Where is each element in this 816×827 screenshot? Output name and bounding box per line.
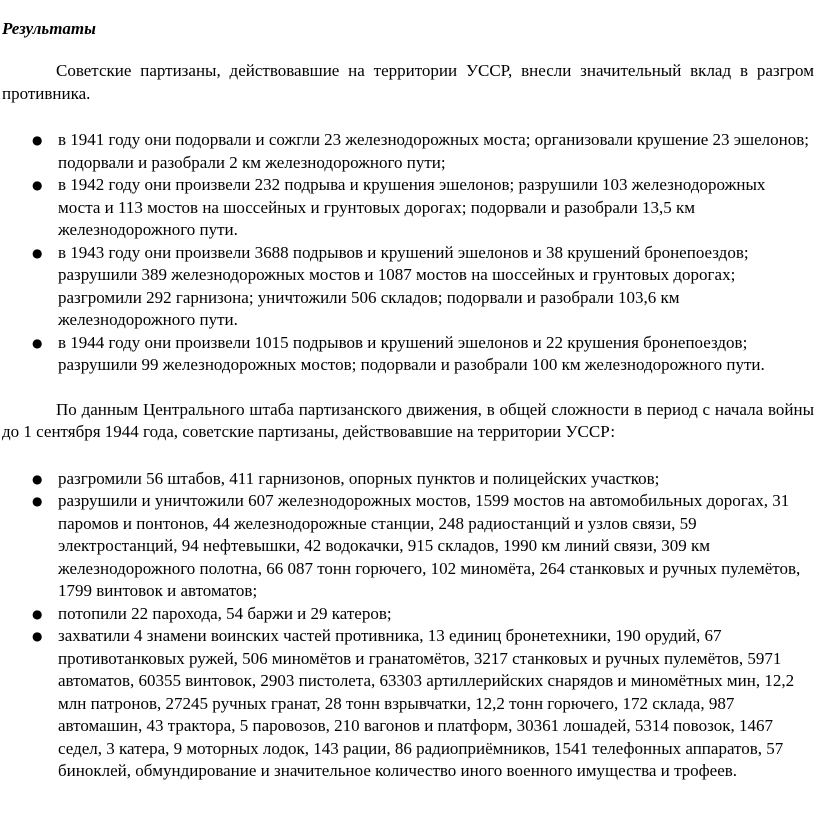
list-item (2, 625, 814, 783)
list-item (2, 129, 814, 174)
bullet-icon: ● (32, 335, 43, 350)
list-item-text: захватили 4 знамени воинских частей противника, 13 единиц бронетехники, 190 орудий, 67 противотанковых ружей, 506 миномётов и гранатомётов, 3217 станковых и ручных пулемётов, 5971 автоматов, 60355 винтовок, 2903 пистолета, 63303 артиллерийских снарядов и миномётных мин, 12,2 млн патронов, 27245 ручных гранат, 28 тонн взрывчатки, 12,2 тонн горючего, 172 склада, 987 автомашин, 43 трактора, 5 паровозов, 210 вагонов и платформ, 30361 лошадей, 5314 повозок, 1467 седел, 3 катера, 9 моторных лодок, 143 рации, 86 радиоприёмников, 1541 телефонных аппаратов, 57 биноклей, обмундирование и значительное количество иного военного имущества и трофеев. (58, 626, 795, 780)
list-item (2, 490, 814, 603)
summary-paragraph: По данным Центрального штаба партизанского движения, в общей сложности в период с начала войны до 1 сентября 1944 года, советские партизаны, действовавшие на территории УССР: (2, 399, 814, 441)
bullet-icon: ● (32, 471, 43, 486)
list-item (2, 332, 814, 377)
bullet-icon: ● (32, 133, 43, 147)
list-item-text: в 1942 году они произвели 232 подрыва и крушения эшелонов; разрушили 103 железнодорожных моста и 113 мостов на шоссейных и грунтовых дорогах; подорвали и разобрали 13,5 км железнодорожного пути. (58, 175, 766, 239)
section-heading: Результаты (2, 19, 96, 38)
list-item-text: в 1944 году они произвели 1015 подрывов и крушений эшелонов и 22 крушения бронепоездов; разрушили 99 железнодорожных мостов; подорвали и разобрали 100 км железнодорожного пути. (58, 332, 765, 374)
bullet-icon: ● (32, 629, 43, 643)
list-item-text: потопили 22 парохода, 54 баржи и 29 катеров; (58, 603, 392, 623)
yearly-results-list (2, 129, 814, 377)
bullet-icon: ● (32, 245, 43, 260)
bullet-icon: ● (32, 606, 43, 621)
totals-list (2, 468, 814, 783)
list-item (2, 242, 814, 332)
list-item-text: разгромили 56 штабов, 411 гарнизонов, опорных пунктов и полицейских участков; (58, 468, 660, 488)
list-item-text: разрушили и уничтожили 607 железнодорожных мостов, 1599 мостов на автомобильных дорогах, 31 паромов и понтонов, 44 железнодорожные станции, 248 радиостанций и узлов связи, 59 электростанций, 94 нефтевышки, 42 водокачки, 915 складов, 1990 км линий связи, 309 км железнодорожного полотна, 66 087 тонн горючего, 102 миномёта, 264 станковых и ручных пулемётов, 1799 винтовок и автоматов; (58, 491, 801, 600)
list-item (2, 468, 814, 491)
list-item-text: в 1941 году они подорвали и сожгли 23 железнодорожных моста; организовали крушение 23 эшелонов; подорвали и разобрали 2 км железнодорожного пути; (58, 130, 810, 172)
list-item (2, 603, 814, 626)
list-item (2, 174, 814, 242)
list-item-text: в 1943 году они произвели 3688 подрывов и крушений эшелонов и 38 крушений бронепоездов; разрушили 389 железнодорожных мостов и 1087 мостов на шоссейных и грунтовых дорогах; разгромили 292 гарнизона; уничтожили 506 складов; подорвали и разобрали 103,6 км железнодорожного пути. (58, 242, 749, 329)
bullet-icon: ● (32, 178, 43, 192)
bullet-icon: ● (32, 494, 43, 508)
intro-paragraph: Советские партизаны, действовавшие на территории УССР, внесли значительный вклад в разгром противника. (2, 61, 814, 103)
